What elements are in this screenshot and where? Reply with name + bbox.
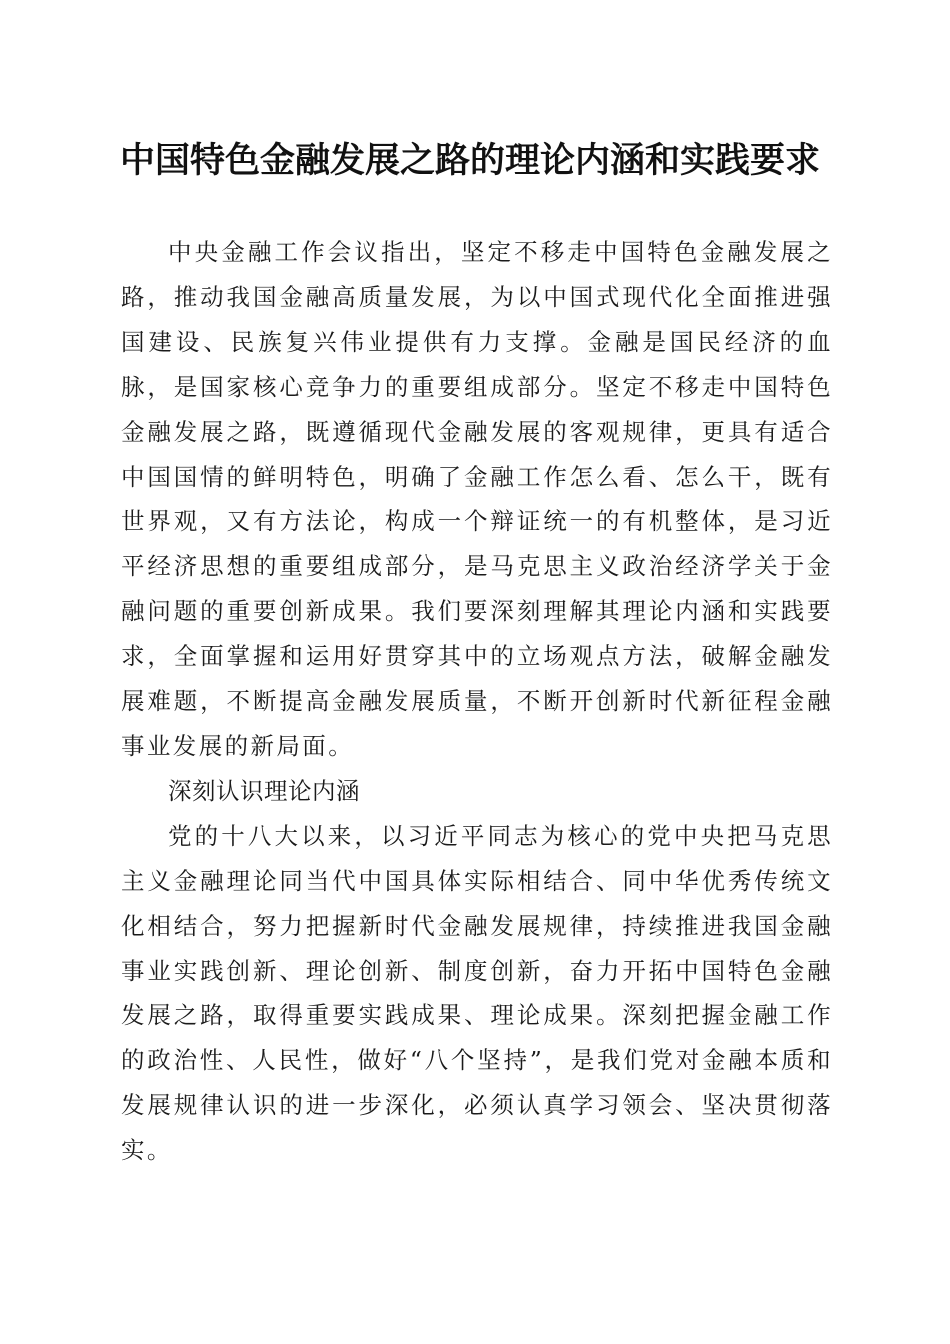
paragraph-section-1: 党的十八大以来，以习近平同志为核心的党中央把马克思主义金融理论同当代中国具体实际相结合、同中华优秀传统文化相结合，努力把握新时代金融发展规律，持续推进我国金融事业实践创新、理论创新、制度创新，奋力开拓中国特色金融发展之路，取得重要实践成果、理论成果。深刻把握金融工作的政治性、人民性，做好“八个坚持”，是我们党对金融本质和发展规律认识的进一步深化，必须认真学习领会、坚决贯彻落实。 xyxy=(121,821,833,1165)
document-body xyxy=(121,230,833,1173)
section-heading: 深刻认识理论内涵 xyxy=(168,776,360,805)
paragraph-intro: 中央金融工作会议指出，坚定不移走中国特色金融发展之路，推动我国金融高质量发展，为以中国式现代化全面推进强国建设、民族复兴伟业提供有力支撑。金融是国民经济的血脉，是国家核心竞争力的重要组成部分。坚定不移走中国特色金融发展之路，既遵循现代金融发展的客观规律，更具有适合中国国情的鲜明特色，明确了金融工作怎么看、怎么干，既有世界观，又有方法论，构成一个辩证统一的有机整体，是习近平经济思想的重要组成部分，是马克思主义政治经济学关于金融问题的重要创新成果。我们要深刻理解其理论内涵和实践要求，全面掌握和运用好贯穿其中的立场观点方法，破解金融发展难题，不断提高金融发展质量，不断开创新时代新征程金融事业发展的新局面。 xyxy=(121,238,833,760)
document-title: 中国特色金融发展之路的理论内涵和实践要求 xyxy=(120,140,821,181)
